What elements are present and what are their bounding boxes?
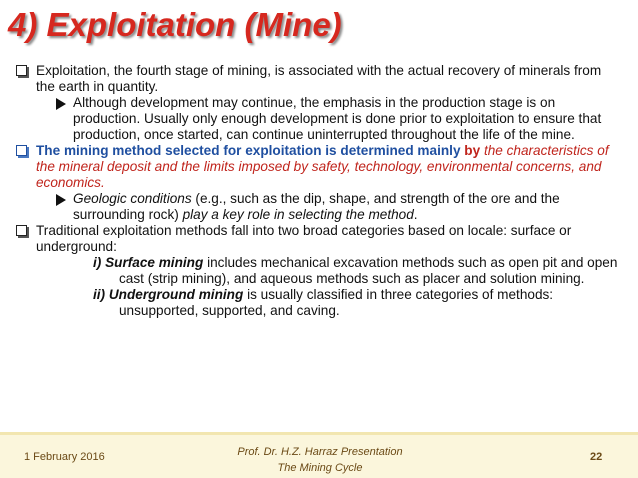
footer-date: 1 February 2016 xyxy=(24,451,105,463)
bullet-traditional-methods xyxy=(12,223,622,255)
bullet-red-text: the characteristics of the mineral deposit and the limits imposed by safety, technology, environmental concerns, and economics. xyxy=(36,143,609,190)
bullet-text: Exploitation, the fourth stage of mining, is associated with the actual recovery of minerals from the earth in quantity. xyxy=(36,63,602,94)
footer-topic: The Mining Cycle xyxy=(277,462,363,474)
bullet-exploitation xyxy=(12,63,622,95)
bullet-mining-method xyxy=(12,143,622,191)
geologic-conditions-text: Geologic conditions xyxy=(73,191,192,206)
footer-presenter xyxy=(220,444,420,476)
page-number: 22 xyxy=(590,451,603,463)
surface-mining-text: includes mechanical excavation methods such as open pit and open cast (strip mining), and aqueous methods such as placer and solution mining. xyxy=(119,255,618,286)
checkbox-bullet-icon xyxy=(16,225,27,236)
slide-title: 4) Exploitation (Mine) xyxy=(8,6,342,43)
bullet-blue-text: The mining method selected for exploitation is determined mainly xyxy=(36,143,461,158)
underground-mining-text: is usually classified in three categories of methods: unsupported, supported, and caving. xyxy=(119,287,554,318)
sub-bullet-geologic xyxy=(12,191,622,223)
bullet-text: Traditional exploitation methods fall into two broad categories based on locale: surface or underground: xyxy=(36,223,572,254)
underground-mining-label: ii) Underground mining xyxy=(93,287,244,302)
bullet-by-text: by xyxy=(464,143,481,158)
footer-presenter-name: Prof. Dr. H.Z. Harraz Presentation xyxy=(237,446,403,458)
geologic-mid-text: (e.g., such as the dip, shape, and strength of the ore and the surrounding rock) xyxy=(73,191,560,222)
slide-body xyxy=(12,63,622,319)
period-text: . xyxy=(413,207,418,222)
checkbox-bullet-icon xyxy=(16,65,27,76)
sub-bullet-text: Although development may continue, the emphasis in the production stage is on production. Usually only enough development is done prior to exploitation to ensure that production, once started, can continue uninterrupted throughout the life of the mine. xyxy=(73,95,602,142)
key-role-text: play a key role in selecting the method xyxy=(182,207,414,222)
surface-mining-label: i) Surface mining xyxy=(93,255,204,270)
item-underground-mining xyxy=(12,287,622,319)
arrow-bullet-icon xyxy=(56,194,66,206)
checkbox-bullet-icon xyxy=(16,145,27,156)
item-surface-mining xyxy=(12,255,622,287)
arrow-bullet-icon xyxy=(56,98,66,110)
sub-bullet-development xyxy=(12,95,622,143)
